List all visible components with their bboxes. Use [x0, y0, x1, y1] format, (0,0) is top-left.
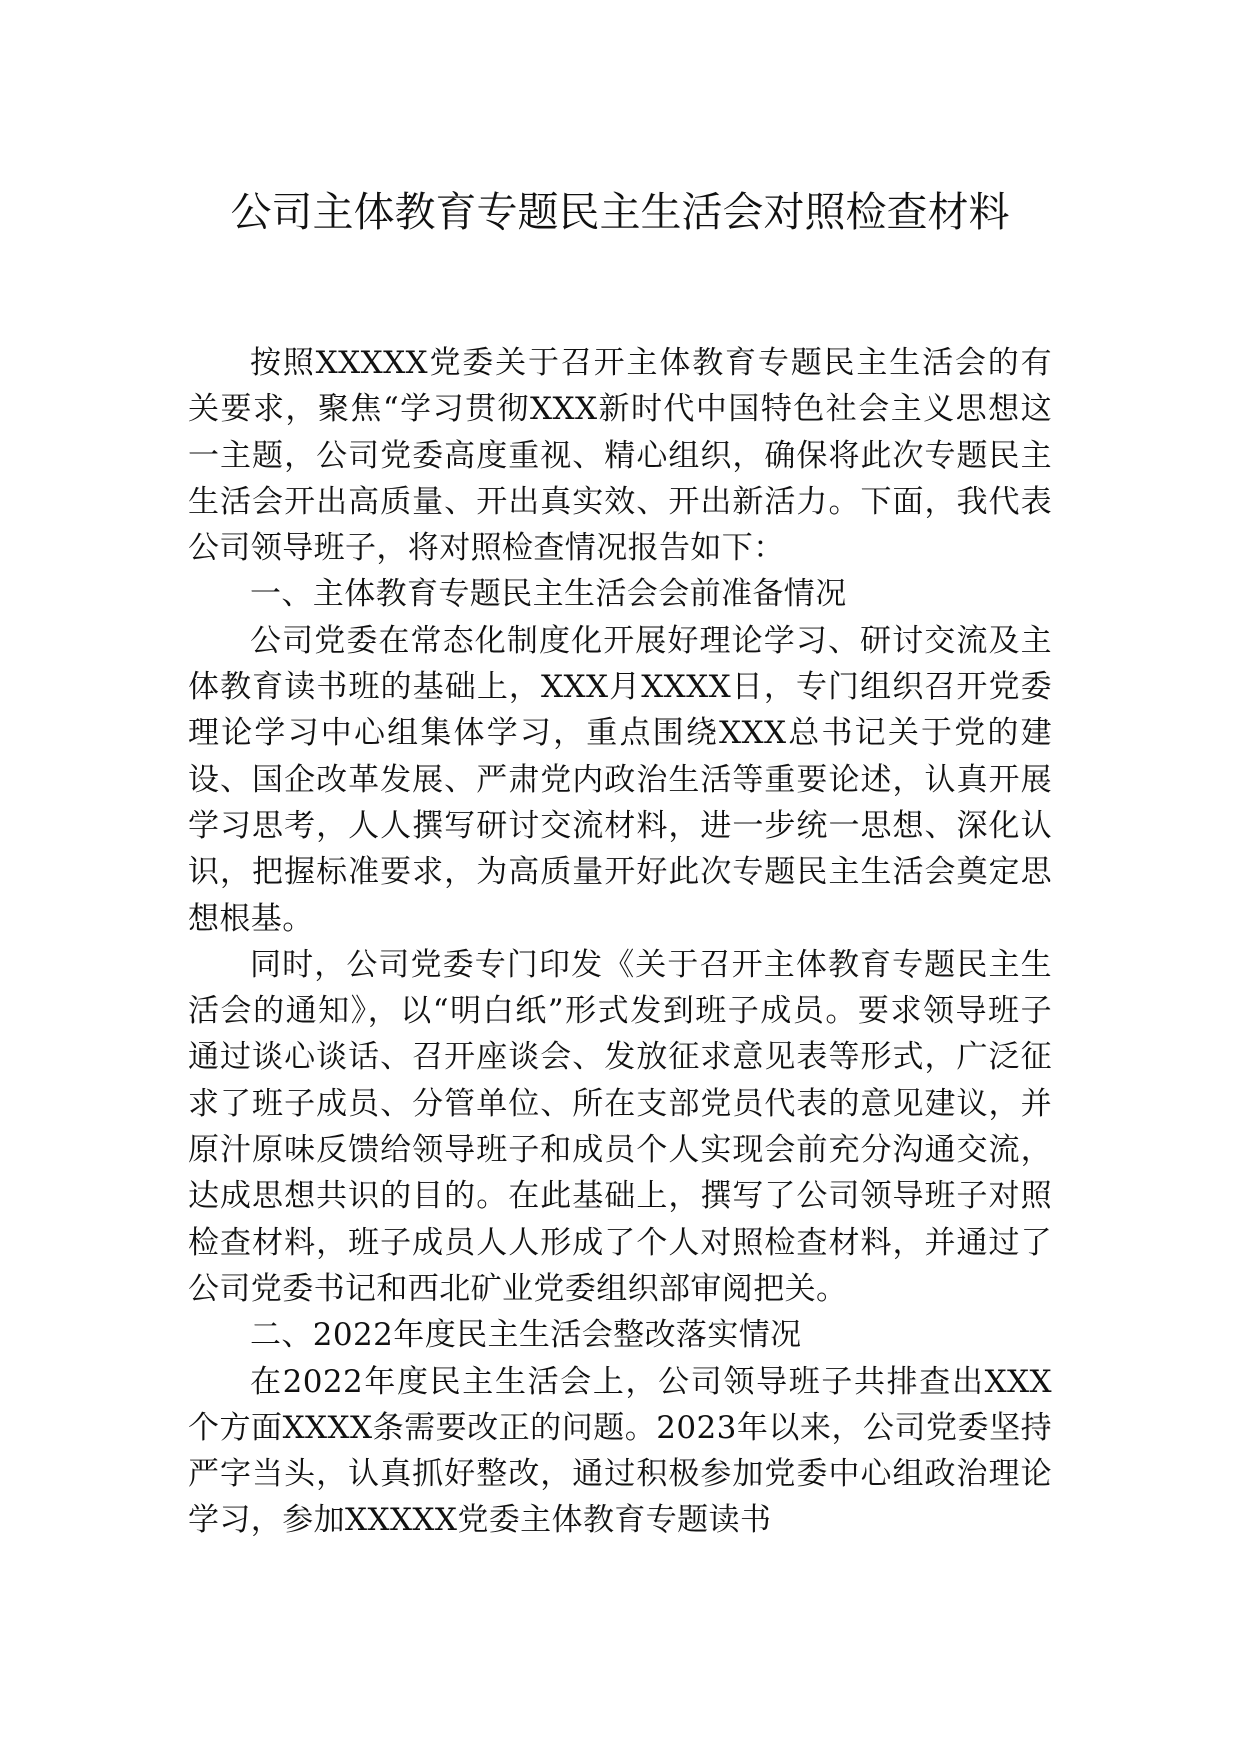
- section-heading-2: 二、2022年度民主生活会整改落实情况: [250, 1317, 802, 1354]
- section-heading-1: 一、主体教育专题民主生活会会前准备情况: [250, 576, 847, 613]
- body-paragraph: 同时，公司党委专门印发《关于召开主体教育专题民主生活会的通知》，以“明白纸”形式发到班子成员。要求领导班子通过谈心谈话、召开座谈会、发放征求意见表等形式，广泛征求了班子成员、分管单位、所在支部党员代表的意见建议，并原汁原味反馈给领导班子和成员个人实现会前充分沟通交流，达成思想共识的目的。在此基础上，撰写了公司领导班子对照检查材料，班子成员人人形成了个人对照检查材料，并通过了公司党委书记和西北矿业党委组织部审阅把关。: [188, 946, 1052, 1307]
- document-title: 公司主体教育专题民主生活会对照检查材料: [230, 188, 1010, 236]
- body-paragraph: 公司党委在常态化制度化开展好理论学习、研讨交流及主体教育读书班的基础上，XXX月XXXX日，专门组织召开党委理论学习中心组集体学习，重点围绕XXX总书记关于党的建设、国企改革发展、严肃党内政治生活等重要论述，认真开展学习思考，人人撰写研讨交流材料，进一步统一思想、深化认识，把握标准要求，为高质量开好此次专题民主生活会奠定思想根基。: [188, 622, 1052, 937]
- document-body: [188, 340, 1052, 1544]
- body-paragraph: 在2022年度民主生活会上，公司领导班子共排查出XXX个方面XXXX条需要改正的问题。2023年以来，公司党委坚持严字当头，认真抓好整改，通过积极参加党委中心组政治理论学习，参加XXXXX党委主体教育专题读书: [188, 1363, 1052, 1539]
- intro-paragraph: 按照XXXXX党委关于召开主体教育专题民主生活会的有关要求，聚焦“学习贯彻XXX新时代中国特色社会主义思想这一主题，公司党委高度重视、精心组织，确保将此次专题民主生活会开出高质量、开出真实效、开出新活力。下面，我代表公司领导班子，将对照检查情况报告如下：: [188, 345, 1052, 567]
